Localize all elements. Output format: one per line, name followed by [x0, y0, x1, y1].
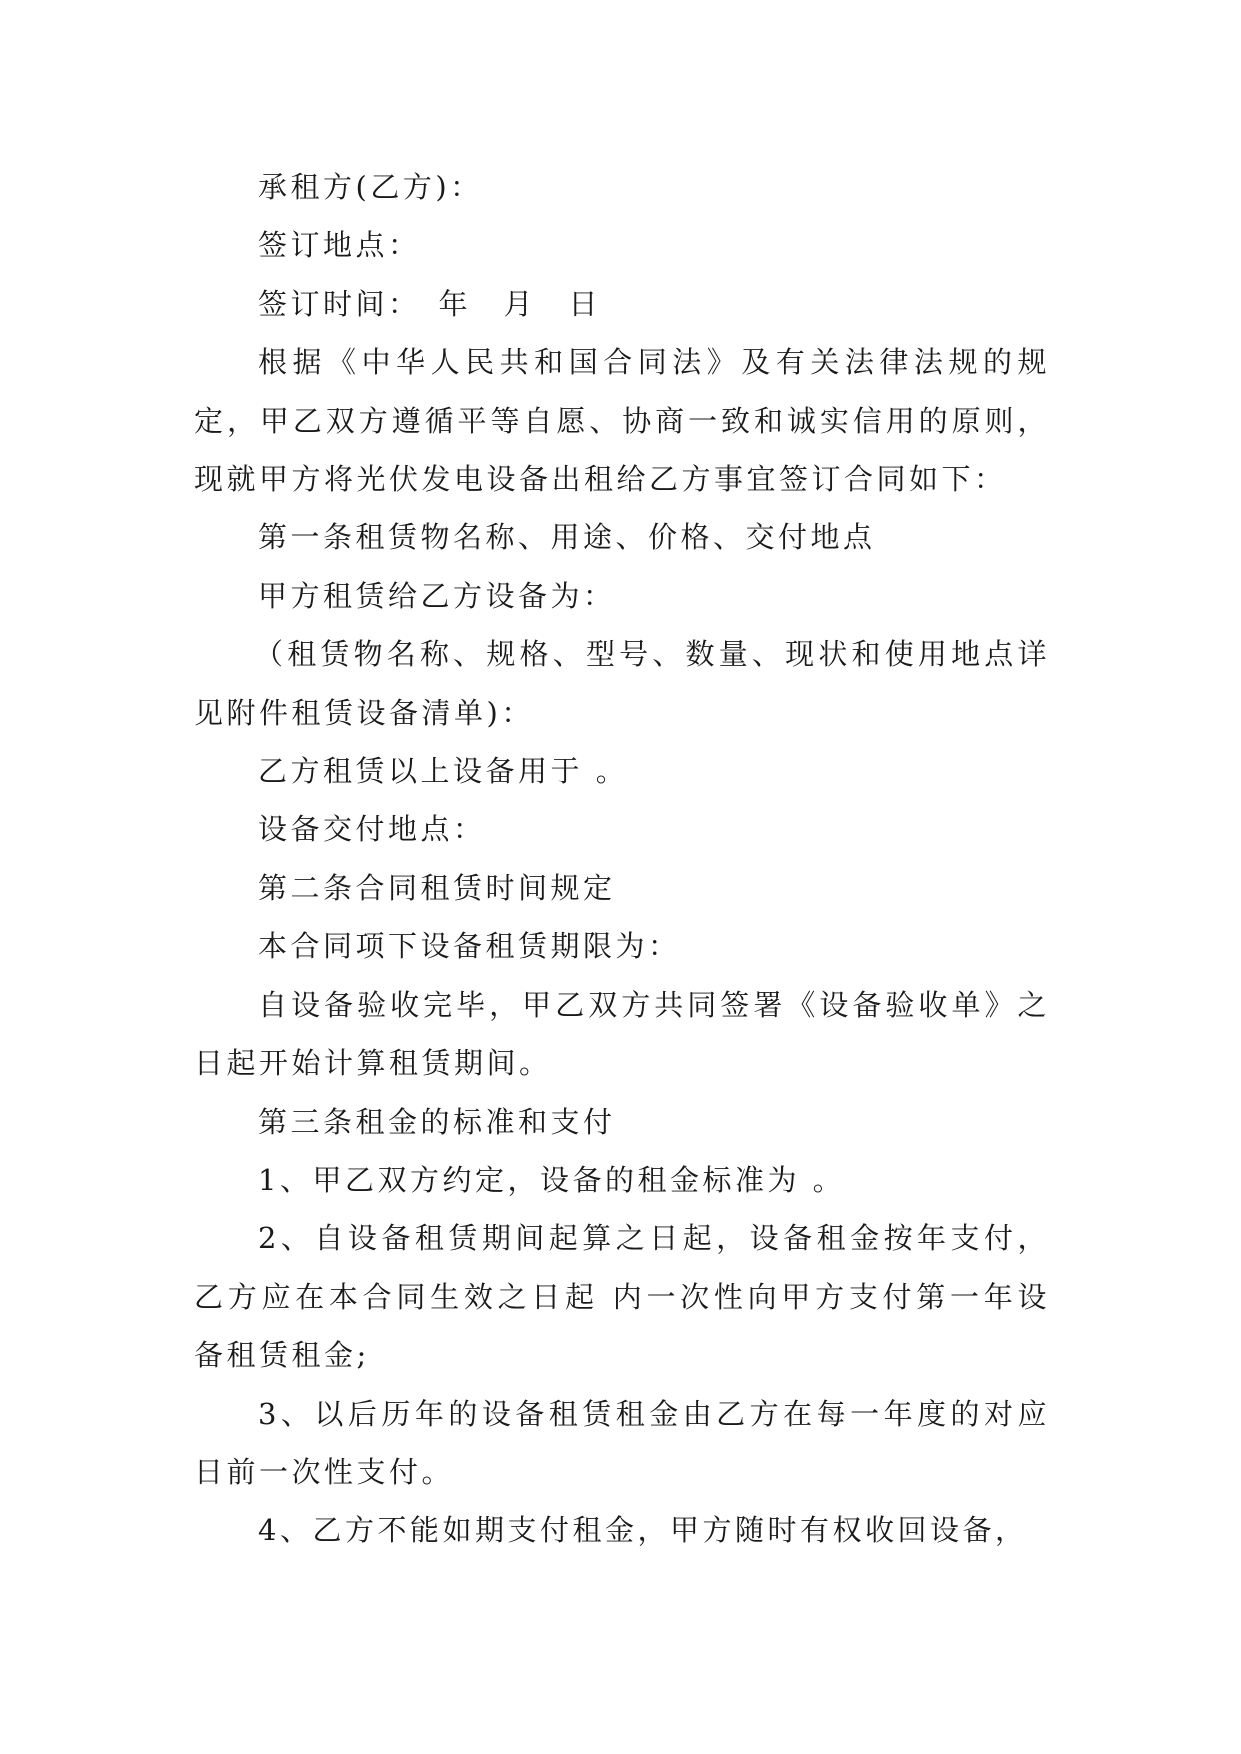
paragraph-signing-date: 签订时间： 年 月 日	[258, 286, 602, 321]
paragraph-equipment-note: （租赁物名称、规格、型号、数量、现状和使用地点详见附件租赁设备清单)：	[194, 637, 1050, 730]
paragraph-equipment-use: 乙方租赁以上设备用于 。	[258, 754, 629, 789]
article-3-heading: 第三条租金的标准和支付	[258, 1104, 616, 1139]
clause-3-1: 1、甲乙双方约定，设备的租金标准为 。	[258, 1162, 846, 1197]
paragraph-lessee: 承租方(乙方)：	[258, 170, 483, 204]
clause-3-4: 4、乙方不能如期支付租金，甲方随时有权收回设备，	[258, 1513, 1028, 1548]
article-2-heading: 第二条合同租赁时间规定	[258, 870, 616, 905]
clause-3-2: 2、自设备租赁期间起算之日起，设备租金按年支付，乙方应在本合同生效之日起 内一次性向甲方支付第一年设备租赁租金;	[194, 1221, 1050, 1373]
document-body	[194, 158, 1050, 1560]
paragraph-lease-term: 本合同项下设备租赁期限为：	[258, 929, 681, 964]
clause-3-3: 3、以后历年的设备租赁租金由乙方在每一年度的对应日前一次性支付。	[194, 1396, 1050, 1489]
paragraph-preamble: 根据《中华人民共和国合同法》及有关法律法规的规定，甲乙双方遵循平等自愿、协商一致和诚实信用的原则，现就甲方将光伏发电设备出租给乙方事宜签订合同如下：	[194, 345, 1050, 497]
paragraph-signing-place: 签订地点：	[258, 228, 421, 263]
paragraph-equipment: 甲方租赁给乙方设备为：	[258, 578, 616, 613]
paragraph-delivery-place: 设备交付地点：	[258, 812, 486, 847]
paragraph-lease-start: 自设备验收完毕，甲乙双方共同签署《设备验收单》之日起开始计算租赁期间。	[194, 987, 1050, 1081]
article-1-heading: 第一条租赁物名称、用途、价格、交付地点	[258, 520, 876, 555]
